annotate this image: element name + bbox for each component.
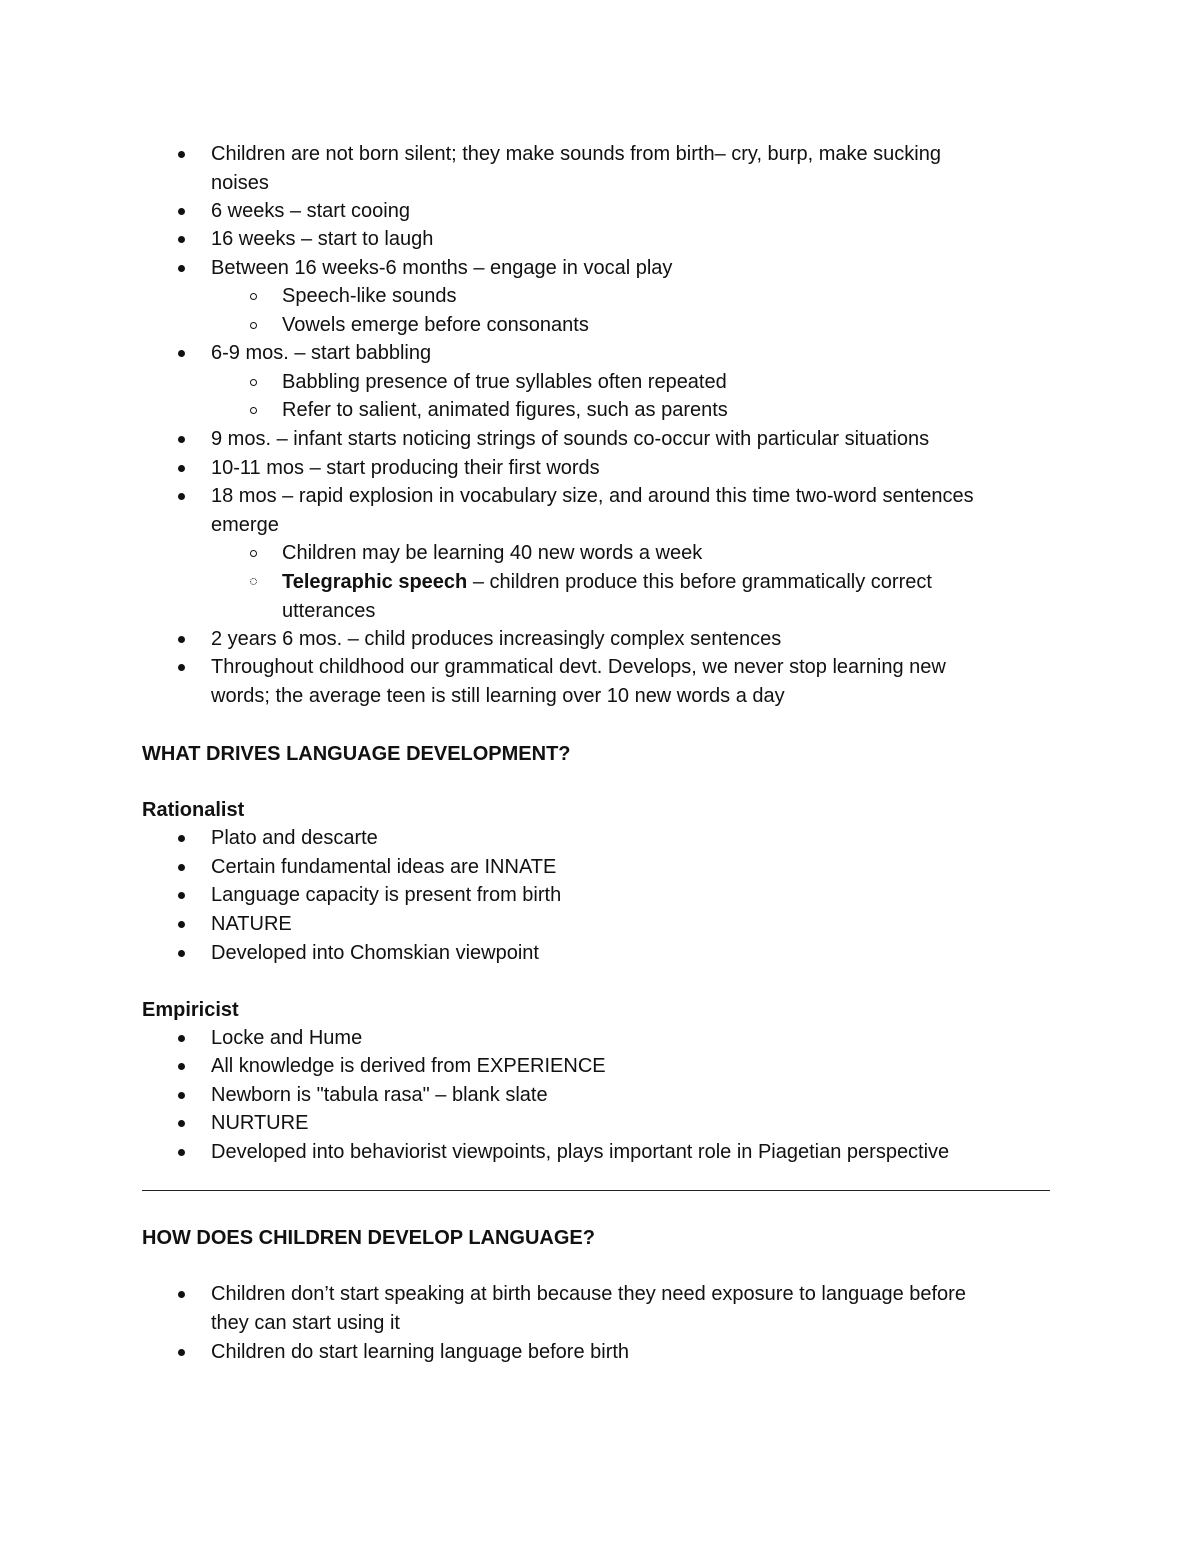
horizontal-divider — [142, 1190, 1050, 1191]
sub-list-item: Speech-like sounds — [282, 285, 457, 307]
list-item: Children don’t start speaking at birth because they need exposure to language before — [211, 1283, 966, 1305]
sub-list-item: Vowels emerge before consonants — [282, 314, 589, 336]
list-item-continuation: noises — [211, 172, 269, 194]
list-item: Developed into Chomskian viewpoint — [211, 942, 539, 964]
bullet-icon — [178, 892, 185, 899]
bullet-icon — [178, 465, 185, 472]
sub-bullet-icon — [250, 578, 257, 585]
list-item: Children are not born silent; they make sounds from birth– cry, burp, make sucking — [211, 143, 941, 165]
list-item: NURTURE — [211, 1112, 309, 1134]
list-item-continuation: they can start using it — [211, 1312, 400, 1334]
subsection-heading-empiricist: Empiricist — [142, 999, 239, 1021]
sub-list-item — [282, 568, 932, 596]
sub-bullet-icon — [250, 322, 257, 329]
list-item: NATURE — [211, 913, 292, 935]
bullet-icon — [178, 950, 185, 957]
list-item: Developed into behaviorist viewpoints, plays important role in Piagetian perspective — [211, 1141, 950, 1163]
bullet-icon — [178, 151, 185, 158]
list-item: Throughout childhood our grammatical devt. Develops, we never stop learning new — [211, 656, 946, 678]
list-item: Locke and Hume — [211, 1027, 363, 1049]
subsection-heading-rationalist: Rationalist — [142, 799, 245, 821]
list-item: Certain fundamental ideas are INNATE — [211, 856, 557, 878]
sub-bullet-icon — [250, 293, 257, 300]
bullet-icon — [178, 1149, 185, 1156]
list-item: All knowledge is derived from EXPERIENCE — [211, 1055, 606, 1077]
bullet-icon — [178, 1349, 185, 1356]
bullet-icon — [178, 664, 185, 671]
list-item: 9 mos. – infant starts noticing strings of sounds co-occur with particular situations — [211, 428, 930, 450]
list-item-continuation: emerge — [211, 514, 279, 536]
list-item: Plato and descarte — [211, 827, 378, 849]
bullet-icon — [178, 1063, 185, 1070]
list-item: Between 16 weeks-6 months – engage in vocal play — [211, 257, 673, 279]
list-item: 6-9 mos. – start babbling — [211, 342, 432, 364]
list-item: 18 mos – rapid explosion in vocabulary size, and around this time two-word sentences — [211, 485, 974, 507]
bullet-icon — [178, 1035, 185, 1042]
list-item: Children do start learning language before birth — [211, 1341, 630, 1363]
bullet-icon — [178, 636, 185, 643]
sub-bullet-icon — [250, 550, 257, 557]
list-item: 16 weeks – start to laugh — [211, 228, 434, 250]
bullet-icon — [178, 493, 185, 500]
list-item: 6 weeks – start cooing — [211, 200, 410, 222]
bullet-icon — [178, 208, 185, 215]
sub-list-item: Babbling presence of true syllables often repeated — [282, 371, 727, 393]
bullet-icon — [178, 1291, 185, 1298]
term-definition: – children produce this before grammatically correct — [467, 571, 932, 593]
sub-list-item: Refer to salient, animated figures, such as parents — [282, 399, 728, 421]
bold-term: Telegraphic speech — [282, 571, 468, 593]
sub-list-item-continuation: utterances — [282, 600, 376, 622]
bullet-icon — [178, 436, 185, 443]
sub-bullet-icon — [250, 379, 257, 386]
bullet-icon — [178, 1092, 185, 1099]
list-item: 2 years 6 mos. – child produces increasingly complex sentences — [211, 628, 782, 650]
bullet-icon — [178, 921, 185, 928]
bullet-icon — [178, 236, 185, 243]
sub-bullet-icon — [250, 407, 257, 414]
section-heading: WHAT DRIVES LANGUAGE DEVELOPMENT? — [142, 743, 571, 765]
bullet-icon — [178, 835, 185, 842]
bullet-icon — [178, 1120, 185, 1127]
list-item: 10-11 mos – start producing their first words — [211, 457, 600, 479]
list-item: Language capacity is present from birth — [211, 884, 562, 906]
bullet-icon — [178, 864, 185, 871]
bullet-icon — [178, 265, 185, 272]
list-item: Newborn is "tabula rasa" – blank slate — [211, 1084, 548, 1106]
section-heading: HOW DOES CHILDREN DEVELOP LANGUAGE? — [142, 1227, 595, 1249]
bullet-icon — [178, 350, 185, 357]
sub-list-item: Children may be learning 40 new words a week — [282, 542, 703, 564]
list-item-continuation: words; the average teen is still learning over 10 new words a day — [211, 685, 785, 707]
